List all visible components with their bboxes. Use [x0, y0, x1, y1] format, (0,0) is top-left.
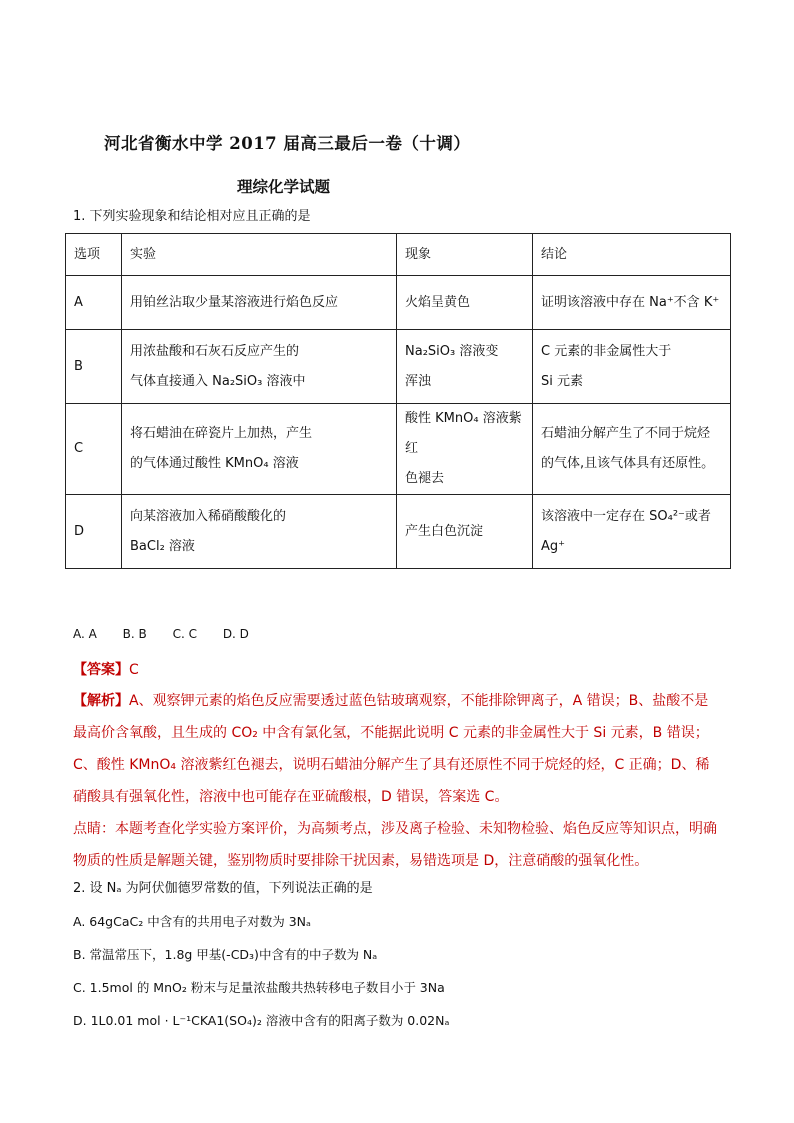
option-d[interactable]: D. D	[222, 627, 249, 641]
header-experiment: 实验	[122, 234, 397, 276]
row-phenomenon: 酸性 KMnO₄ 溶液紫红 色褪去	[397, 404, 533, 495]
row-option: D	[66, 495, 122, 569]
page-subtitle: 理综化学试题	[237, 177, 331, 196]
row-phenomenon: 产生白色沉淀	[397, 495, 533, 569]
page-title: 河北省衡水中学 2017 届高三最后一卷（十调）	[104, 134, 471, 153]
row-experiment: 将石蜡油在碎瓷片上加热，产生 的气体通过酸性 KMnO₄ 溶液	[122, 404, 397, 495]
analysis-text: A、观察钾元素的焰色反应需要透过蓝色钴玻璃观察，不能排除钾离子，A 错误；B、盐酸不是最高价含氧酸，且生成的 CO₂ 中含有氯化氢，不能据此说明 C 元素的非金属性大于 Si 元素，B 错误；C、酸性 KMnO₄ 溶液紫红色褪去，说明石蜡油分解产生了具有还原性不同于烷烃的烃，C 正确；D、稀硝酸具有强氧化性，溶液中也可能存在亚硫酸根，D 错误，答案选 C。	[73, 693, 710, 805]
header-phenomenon: 现象	[397, 234, 533, 276]
header-option: 选项	[66, 234, 122, 276]
row-option: B	[66, 330, 122, 404]
row-conclusion: 证明该溶液中存在 Na⁺不含 K⁺	[533, 276, 731, 330]
table-row	[66, 276, 731, 330]
key-point-paragraph: 点睛：本题考查化学实验方案评价，为高频考点，涉及离子检验、未知物检验、焰色反应等知识点，明确物质的性质是解题关键，鉴别物质时要排除干扰因素，易错选项是 D，注意硝酸的强氧化性。	[73, 821, 717, 869]
table-header-row	[66, 234, 731, 276]
analysis-label: 【解析】	[73, 693, 129, 709]
row-experiment: 用浓盐酸和石灰石反应产生的 气体直接通入 Na₂SiO₃ 溶液中	[122, 330, 397, 404]
q2-option-d[interactable]: D. 1L0.01 mol · L⁻¹CKA1(SO₄)₂ 溶液中含有的阳离子数为 0.02Nₐ	[73, 1013, 450, 1028]
row-phenomenon: 火焰呈黄色	[397, 276, 533, 330]
option-b[interactable]: B. B	[122, 627, 147, 641]
option-c[interactable]: C. C	[172, 627, 197, 641]
row-experiment: 用铂丝沾取少量某溶液进行焰色反应	[122, 276, 397, 330]
table-row	[66, 404, 731, 495]
row-option: C	[66, 404, 122, 495]
q2-option-b[interactable]: B. 常温常压下，1.8g 甲基(-CD₃)中含有的中子数为 Nₐ	[73, 947, 378, 962]
q2-option-a[interactable]: A. 64gCaC₂ 中含有的共用电子对数为 3Nₐ	[73, 914, 311, 929]
answer-line	[73, 654, 721, 686]
table-row	[66, 495, 731, 569]
option-a[interactable]: A. A	[73, 627, 97, 641]
row-option: A	[66, 276, 122, 330]
question-1-stem: 1. 下列实验现象和结论相对应且正确的是	[73, 209, 311, 224]
answer-label: 【答案】	[73, 662, 129, 678]
question-1-options	[73, 624, 271, 644]
table-row	[66, 330, 731, 404]
analysis-paragraph	[73, 685, 721, 813]
row-phenomenon: Na₂SiO₃ 溶液变 浑浊	[397, 330, 533, 404]
q2-option-c[interactable]: C. 1.5mol 的 MnO₂ 粉末与足量浓盐酸共热转移电子数目小于 3Na	[73, 980, 445, 995]
row-conclusion: C 元素的非金属性大于 Si 元素	[533, 330, 731, 404]
question-2-stem: 2. 设 Nₐ 为阿伏伽德罗常数的值，下列说法正确的是	[73, 881, 373, 896]
experiment-table	[65, 233, 731, 569]
header-conclusion: 结论	[533, 234, 731, 276]
row-conclusion: 该溶液中一定存在 SO₄²⁻或者 Ag⁺	[533, 495, 731, 569]
row-experiment: 向某溶液加入稀硝酸酸化的 BaCl₂ 溶液	[122, 495, 397, 569]
answer-value: C	[129, 662, 139, 678]
row-conclusion: 石蜡油分解产生了不同于烷烃 的气体,且该气体具有还原性。	[533, 404, 731, 495]
